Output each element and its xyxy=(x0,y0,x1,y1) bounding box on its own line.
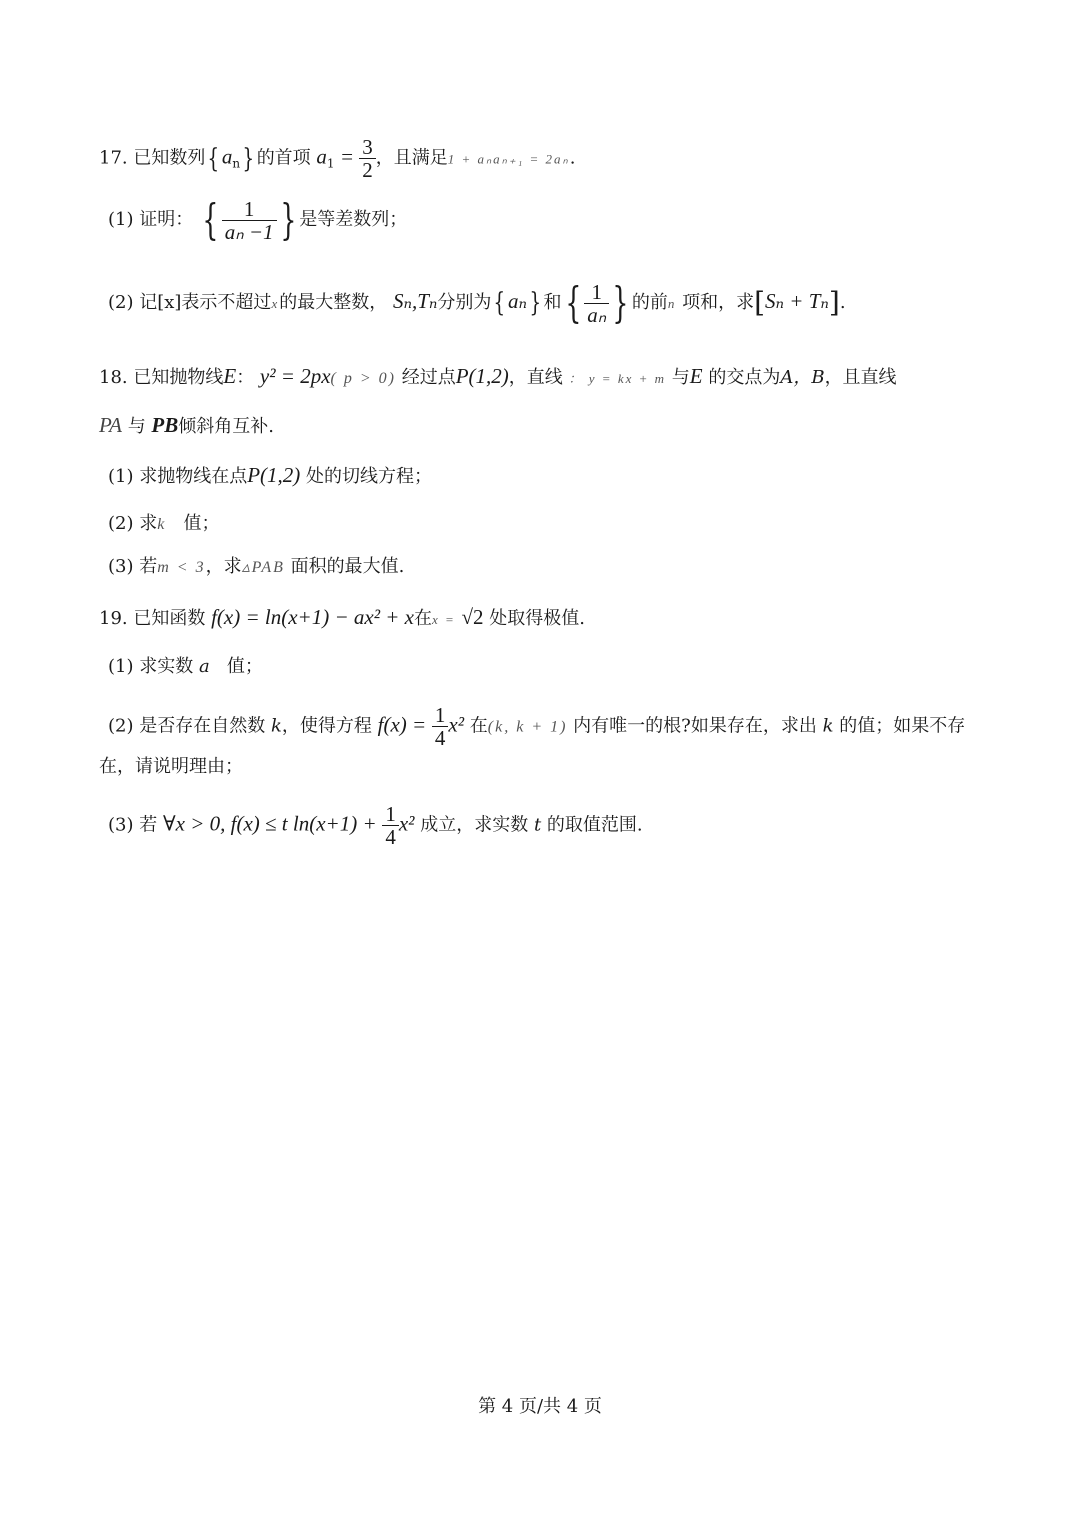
text: 成立，求实数 xyxy=(420,814,529,836)
text: 和 xyxy=(543,292,562,313)
parabola-name: E xyxy=(223,364,237,388)
part-label: (2) xyxy=(108,715,134,737)
text: ，直线 xyxy=(508,367,563,388)
text: 的最大整数， xyxy=(279,292,388,313)
text: ，且直线 xyxy=(824,367,897,388)
fraction-3-2 xyxy=(359,136,376,181)
text: ，使得方程 xyxy=(281,715,372,737)
part-label: (2) xyxy=(108,292,134,313)
text: 是否存在自然数 xyxy=(139,715,266,737)
variable-a: a xyxy=(198,656,210,677)
intersection-points: A，B xyxy=(780,367,825,388)
fraction-numerator: 3 xyxy=(362,135,373,159)
left-brace-icon: { xyxy=(202,195,219,244)
function-lhs: f(x) = xyxy=(377,712,427,737)
fraction-numerator: 1 xyxy=(434,703,446,727)
line-pb: PB xyxy=(151,413,179,437)
triangle-pab: ▵PAB xyxy=(241,559,285,576)
text: 若 xyxy=(139,814,158,836)
parameter-condition: ( p > 0) xyxy=(330,370,396,387)
problem-19-part-3 xyxy=(108,803,643,848)
text: 的首项 xyxy=(256,147,311,169)
left-brace-icon: { xyxy=(564,278,581,327)
inequality: ∀x > 0, f(x) ≤ t ln(x+1) + xyxy=(162,811,377,836)
text: 是等差数列； xyxy=(299,209,408,230)
variable-n: n xyxy=(667,296,677,311)
fraction-numerator: 1 xyxy=(591,279,602,304)
problem-17-statement: 17. 已知数列{ $a_n$} 的首项 $a_1$ = $\frac{3}{2}$ ，且满足1 + aₙaₙ₊₁ = 2aₙ. xyxy=(99,135,576,182)
fraction-denominator: 4 xyxy=(382,825,399,848)
problem-18-part-1 xyxy=(108,463,432,489)
page-footer: 第 4 页/共 4 页 xyxy=(478,1396,602,1417)
recurrence-condition: 1 + aₙaₙ₊₁ = 2aₙ xyxy=(447,151,570,167)
text: 项和，求 xyxy=(682,292,755,313)
fraction-1-over-an-minus-1 xyxy=(222,198,277,243)
point-p: P(1,2) xyxy=(455,364,509,388)
point-p: P(1,2) xyxy=(247,463,301,487)
text: 与 xyxy=(671,367,690,388)
text: 记[x]表示不超过 xyxy=(139,292,272,313)
fraction-1-4 xyxy=(382,803,399,848)
text: 面积的最大值. xyxy=(290,556,405,577)
text: 经过点 xyxy=(401,367,456,388)
fraction-denominator: 2 xyxy=(359,158,376,181)
text: 若 xyxy=(139,556,158,577)
sqrt-2: √2 xyxy=(461,605,484,629)
problem-18-part-3 xyxy=(108,555,404,580)
sequence-symbol: aₙ xyxy=(507,289,527,313)
text: 证明： xyxy=(139,209,194,230)
text: 的前 xyxy=(631,292,668,313)
interval-k: (k, k + 1) xyxy=(487,718,568,736)
text: 的交点为 xyxy=(708,367,781,388)
text: 分别为 xyxy=(437,292,492,313)
problem-19-intro: 19. 已知函数 xyxy=(99,608,206,629)
variable-k: k xyxy=(270,715,282,737)
problem-18-part-2 xyxy=(108,512,220,537)
fraction-1-over-an xyxy=(584,281,609,326)
left-bracket-icon: [ xyxy=(754,286,766,319)
text: 与 xyxy=(127,416,146,437)
text: . xyxy=(839,292,846,313)
text: ，且满足 xyxy=(375,147,448,169)
part-label: (1) xyxy=(108,656,134,677)
text: 内有唯一的根?如果存在，求出 xyxy=(573,715,817,737)
function-definition: f(x) = ln(x+1) − ax² + x xyxy=(211,605,414,629)
fraction-denominator: aₙ xyxy=(584,303,609,326)
text: 倾斜角互补. xyxy=(178,416,274,437)
problem-19-part-2 xyxy=(108,704,965,749)
fraction-denominator: aₙ −1 xyxy=(222,220,277,243)
variable-k: k xyxy=(822,715,834,737)
text: 值； xyxy=(226,656,263,677)
m-condition: m < 3 xyxy=(157,559,206,576)
problem-19-part-1 xyxy=(108,655,263,679)
parabola-equation: y² = 2px xyxy=(259,364,331,388)
text: 求实数 xyxy=(139,656,194,677)
text: 处取得极值. xyxy=(489,608,586,629)
text: ： xyxy=(236,367,255,388)
left-brace-icon: { xyxy=(207,143,220,174)
right-bracket-icon: ] xyxy=(828,286,840,319)
problem-17-intro: 17. 已知数列 xyxy=(99,147,206,169)
parabola-name: E xyxy=(689,364,703,388)
text: 在，请说明理由； xyxy=(99,756,243,777)
text: ，求 xyxy=(205,556,242,577)
right-brace-icon: } xyxy=(279,195,296,244)
text: . xyxy=(569,147,576,169)
left-brace-icon: { xyxy=(493,288,506,318)
text: 求抛物线在点 xyxy=(139,466,248,487)
problem-19-statement xyxy=(99,605,585,632)
sequence-symbol: a xyxy=(221,144,233,169)
problem-18-statement xyxy=(99,364,897,391)
variable-t: t xyxy=(533,814,542,836)
right-brace-icon: } xyxy=(529,288,542,318)
text: 值； xyxy=(183,513,220,534)
fraction-denominator: 4 xyxy=(432,726,449,749)
text: 在 xyxy=(414,608,432,629)
x-squared: x² xyxy=(398,811,415,836)
text: 求 xyxy=(139,513,158,534)
part-label: (2) xyxy=(108,513,134,534)
text: 处的切线方程； xyxy=(306,466,433,487)
text: 的取值范围. xyxy=(546,814,643,836)
part-label: (1) xyxy=(108,209,134,230)
floor-expression: Sₙ + Tₙ xyxy=(765,289,829,313)
problem-19-part-2-line-2 xyxy=(99,755,243,779)
fraction-1-4 xyxy=(432,704,449,749)
sums-symbols: Sₙ,Tₙ xyxy=(392,289,438,313)
problem-17-part-1 xyxy=(108,195,407,245)
text: 在 xyxy=(469,715,488,737)
problem-18-statement-line-2 xyxy=(99,413,274,439)
x-squared: x² xyxy=(448,712,465,737)
problem-18-intro: 18. 已知抛物线 xyxy=(99,367,224,388)
variable-k: k xyxy=(157,516,167,533)
right-brace-icon: } xyxy=(242,143,255,174)
text: 的值；如果不存 xyxy=(839,715,966,737)
part-label: (3) xyxy=(108,814,134,836)
line-equation: ： y = kx + m xyxy=(568,371,667,386)
fraction-numerator: 1 xyxy=(243,196,255,221)
part-label: (1) xyxy=(108,466,134,487)
variable-x: x xyxy=(271,296,280,311)
fraction-numerator: 1 xyxy=(385,802,396,826)
problem-17-part-2 xyxy=(108,278,846,328)
part-label: (3) xyxy=(108,556,134,577)
line-pa: PA xyxy=(99,413,122,437)
x-equals: x = xyxy=(432,612,456,627)
a1-symbol: a xyxy=(316,144,327,169)
right-brace-icon: } xyxy=(612,278,629,327)
